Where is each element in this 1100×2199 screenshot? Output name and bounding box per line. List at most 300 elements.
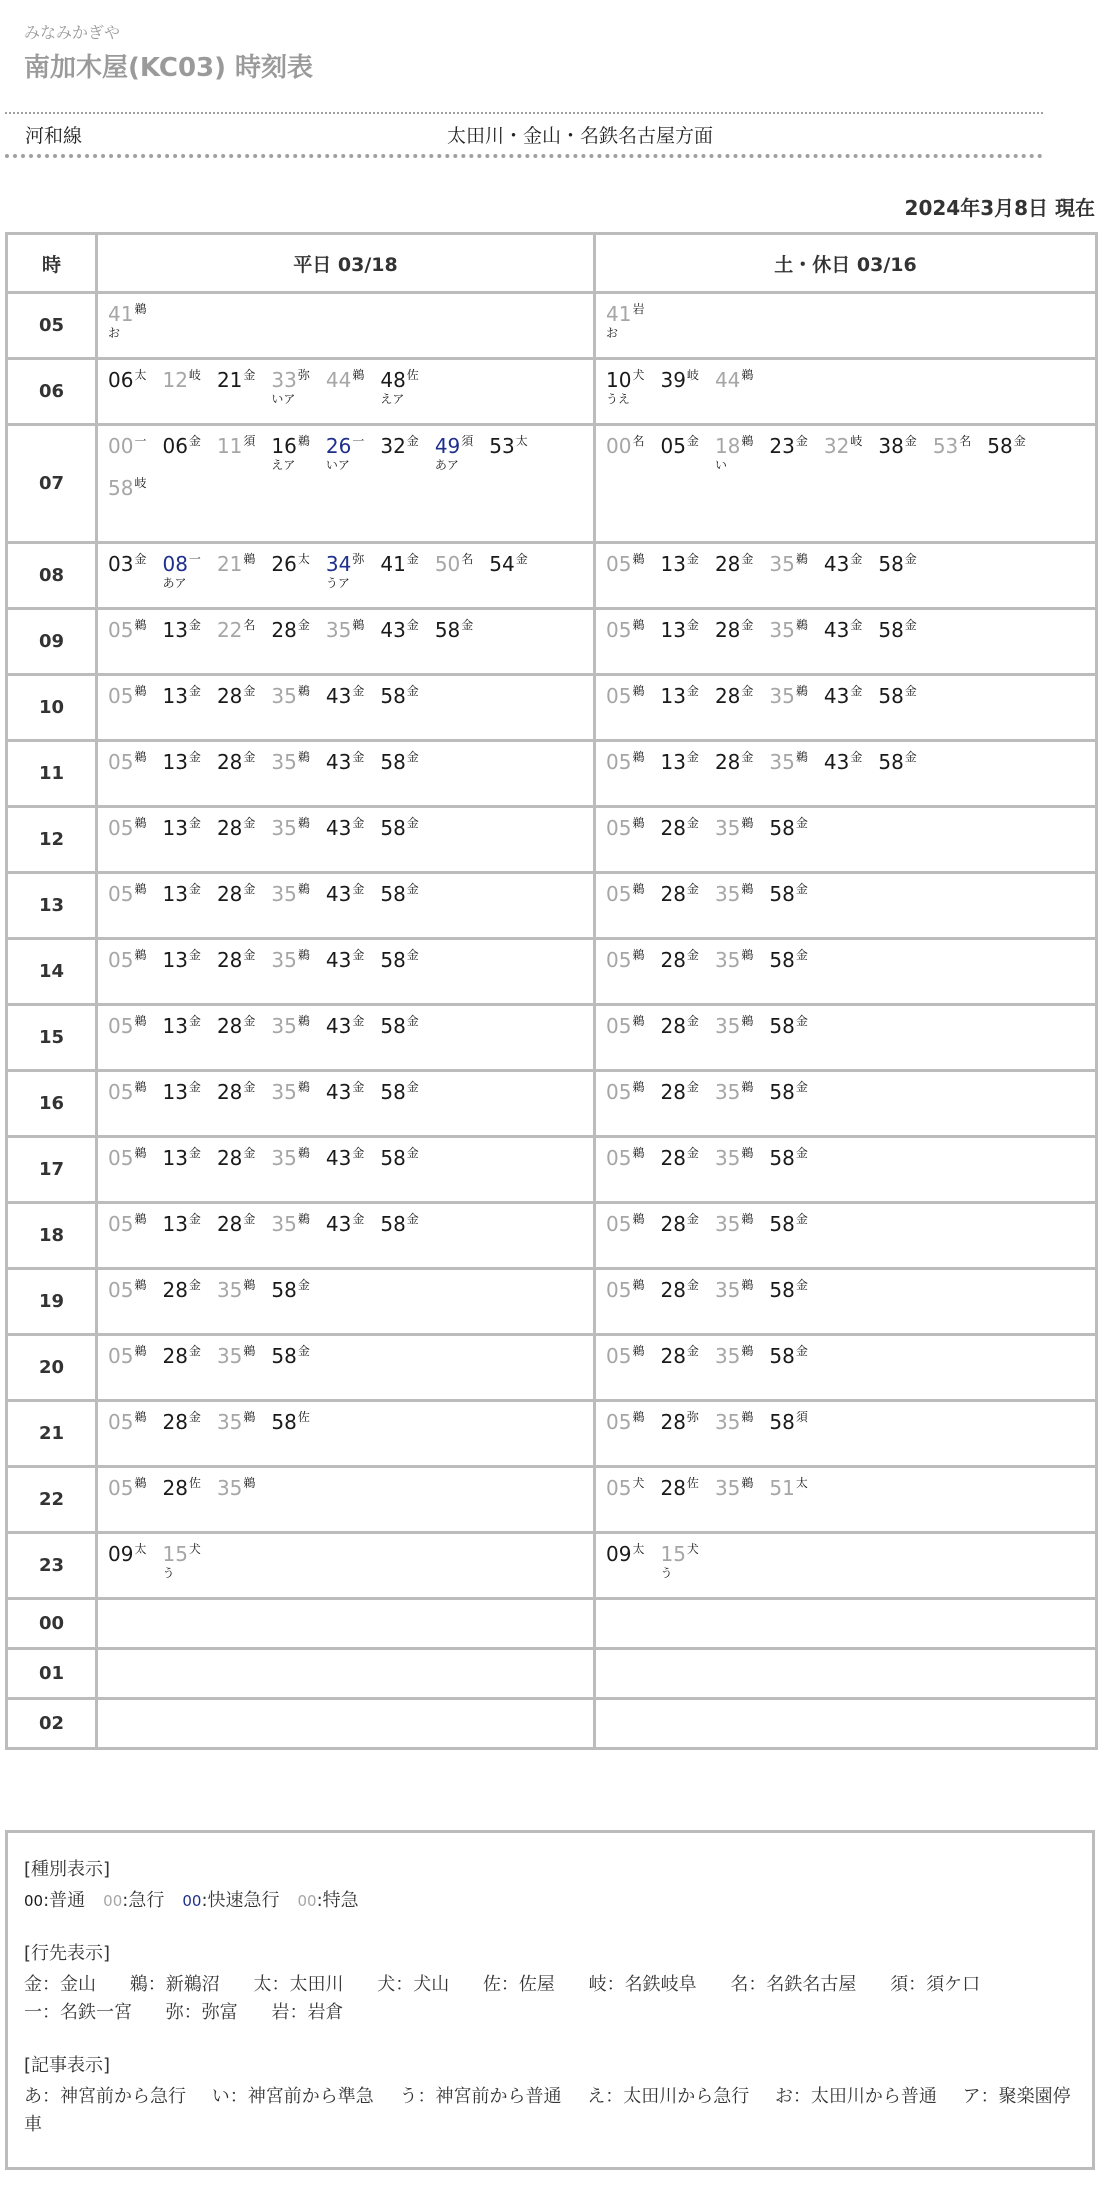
departure[interactable]: [162, 816, 200, 854]
departure[interactable]: [108, 434, 146, 472]
departure[interactable]: [162, 618, 200, 656]
departure[interactable]: [606, 948, 644, 986]
departure[interactable]: [380, 368, 418, 406]
note-legend-item: い：神宮前から準急: [211, 2086, 374, 2107]
kind-sample: 00: [103, 1892, 123, 1910]
departure[interactable]: [769, 552, 807, 590]
departure-time: [380, 1146, 418, 1170]
departure[interactable]: [606, 750, 644, 788]
destination-mark: 佐: [406, 368, 419, 382]
departure[interactable]: [715, 1212, 753, 1250]
departure[interactable]: [715, 750, 753, 788]
departure[interactable]: [769, 1080, 807, 1118]
departure-minute: 58: [380, 1212, 406, 1236]
departure[interactable]: [606, 1410, 644, 1448]
departure[interactable]: [217, 816, 255, 854]
departure[interactable]: [271, 1278, 309, 1316]
departure[interactable]: [271, 684, 309, 722]
note-mark: [162, 392, 200, 406]
departure[interactable]: [108, 948, 146, 986]
departure[interactable]: [606, 552, 644, 590]
departure[interactable]: [660, 1278, 698, 1316]
departure[interactable]: [878, 434, 916, 472]
destination-mark: 金: [188, 1278, 201, 1292]
destination-mark: 金: [795, 1014, 808, 1028]
hour-row: [7, 1467, 1097, 1533]
departure[interactable]: [769, 1212, 807, 1250]
station-header: [24, 20, 313, 84]
departure[interactable]: [715, 1014, 753, 1052]
departure[interactable]: [380, 618, 418, 656]
departure[interactable]: [326, 684, 364, 722]
departure[interactable]: [162, 1146, 200, 1184]
departure[interactable]: [326, 882, 364, 920]
departure-minute: 28: [162, 1344, 188, 1368]
departure[interactable]: [660, 882, 698, 920]
departure[interactable]: [271, 1146, 309, 1184]
destination-mark: 一: [352, 434, 365, 448]
departure[interactable]: [326, 816, 364, 854]
departure[interactable]: [715, 552, 753, 590]
departure[interactable]: [715, 368, 753, 406]
departure[interactable]: [217, 434, 255, 472]
note-mark: [380, 840, 418, 854]
hour-row: [7, 1401, 1097, 1467]
departure[interactable]: [660, 1410, 698, 1448]
departure[interactable]: [271, 1080, 309, 1118]
departure[interactable]: [217, 368, 255, 406]
destination-mark: 鵜: [243, 1344, 256, 1358]
departure-time: [606, 1476, 644, 1500]
departure[interactable]: [435, 618, 473, 656]
note-mark: [162, 1236, 200, 1250]
note-mark: [606, 906, 644, 920]
destination-mark: 鵜: [741, 1344, 754, 1358]
departure[interactable]: [108, 368, 146, 406]
departure[interactable]: [606, 1278, 644, 1316]
departure[interactable]: [271, 552, 309, 590]
hour-cell: 23: [7, 1533, 97, 1599]
departure[interactable]: [660, 948, 698, 986]
departure[interactable]: [108, 684, 146, 722]
departure[interactable]: [769, 618, 807, 656]
departure-time: [660, 882, 698, 906]
departure[interactable]: [660, 1080, 698, 1118]
hour-cell: 16: [7, 1071, 97, 1137]
departure[interactable]: [606, 1476, 644, 1514]
departure[interactable]: [108, 476, 146, 514]
departure[interactable]: [217, 1146, 255, 1184]
departure[interactable]: [271, 882, 309, 920]
departure-minute: 35: [769, 552, 795, 576]
departure[interactable]: [606, 1014, 644, 1052]
departure[interactable]: [606, 684, 644, 722]
destination-mark: 鵜: [243, 1410, 256, 1424]
destination-mark: 金: [741, 618, 754, 632]
departure[interactable]: [162, 1080, 200, 1118]
departure[interactable]: [606, 1146, 644, 1184]
departure[interactable]: [217, 948, 255, 986]
departure[interactable]: [162, 1542, 200, 1580]
departure[interactable]: [824, 750, 862, 788]
departure[interactable]: [108, 1014, 146, 1052]
departure[interactable]: [606, 618, 644, 656]
departure[interactable]: [326, 1014, 364, 1052]
departure[interactable]: [108, 882, 146, 920]
note-mark: [987, 458, 1025, 472]
departure-minute: 35: [714, 1014, 741, 1038]
note-mark: [108, 1302, 146, 1316]
weekday-departures: [97, 675, 595, 741]
departure[interactable]: [489, 434, 527, 472]
departure[interactable]: [715, 1410, 753, 1448]
departure[interactable]: [715, 1344, 753, 1382]
destination-mark: 鵜: [795, 684, 808, 698]
departure[interactable]: [660, 750, 698, 788]
departure[interactable]: [715, 1278, 753, 1316]
departure[interactable]: [108, 618, 146, 656]
holiday-departures: [595, 1699, 1097, 1749]
departure-minute: 35: [271, 882, 297, 906]
departure[interactable]: [660, 368, 698, 406]
departure[interactable]: [271, 1410, 309, 1448]
departure[interactable]: [162, 882, 200, 920]
destination-mark: 鵜: [741, 1080, 754, 1094]
departure[interactable]: [162, 948, 200, 986]
departure-time: [606, 948, 644, 972]
hour-cell: 05: [7, 293, 97, 359]
departure[interactable]: [769, 1344, 807, 1382]
departure-time: [380, 882, 418, 906]
departure[interactable]: [380, 816, 418, 854]
departure-time: [715, 552, 753, 576]
departure[interactable]: [108, 552, 146, 590]
departure[interactable]: [824, 684, 862, 722]
note-mark: [108, 906, 146, 920]
departure[interactable]: [162, 1278, 200, 1316]
note-mark: [326, 1038, 364, 1052]
departure[interactable]: [769, 882, 807, 920]
departure-time: [162, 1410, 200, 1434]
departure-minute: 35: [271, 1014, 297, 1038]
departure[interactable]: [660, 1542, 698, 1580]
departure[interactable]: [660, 1476, 698, 1514]
departure[interactable]: [878, 618, 916, 656]
departure[interactable]: [162, 1344, 200, 1382]
departure[interactable]: [271, 618, 309, 656]
note-mark: [326, 392, 364, 406]
departure[interactable]: [660, 1344, 698, 1382]
departure[interactable]: [380, 434, 418, 472]
departure[interactable]: [326, 1146, 364, 1184]
departure[interactable]: [606, 1542, 644, 1580]
note-mark: [162, 774, 200, 788]
departure[interactable]: [162, 434, 200, 472]
departure-time: [108, 618, 146, 642]
destination-legend-row: [24, 1971, 1076, 2027]
departure[interactable]: [435, 434, 473, 472]
departure[interactable]: [660, 552, 698, 590]
departure[interactable]: [217, 552, 255, 590]
departure-minute: 05: [108, 1014, 134, 1038]
departure[interactable]: [326, 750, 364, 788]
departure[interactable]: [606, 368, 644, 406]
departure[interactable]: [326, 948, 364, 986]
departure[interactable]: [271, 816, 309, 854]
departure[interactable]: [108, 1080, 146, 1118]
departure[interactable]: [326, 618, 364, 656]
departure-time: [489, 552, 527, 576]
departure[interactable]: [606, 434, 644, 472]
departure[interactable]: [162, 1476, 200, 1514]
departure[interactable]: [715, 816, 753, 854]
departure-time: [108, 1344, 146, 1368]
departure-time: [162, 1344, 200, 1368]
departure-time: [769, 434, 807, 458]
departure[interactable]: [380, 948, 418, 986]
destination-mark: 金: [243, 1080, 256, 1094]
departure[interactable]: [769, 750, 807, 788]
departure[interactable]: [162, 684, 200, 722]
departure[interactable]: [878, 552, 916, 590]
departure[interactable]: [715, 618, 753, 656]
departure[interactable]: [217, 1344, 255, 1382]
departure[interactable]: [217, 1278, 255, 1316]
weekday-departures: [97, 807, 595, 873]
departure[interactable]: [380, 1080, 418, 1118]
departure-time: [715, 750, 753, 774]
destination-mark: 金: [1013, 434, 1026, 448]
note-mark: [108, 1500, 146, 1514]
departure[interactable]: [108, 302, 146, 340]
departure[interactable]: [489, 552, 527, 590]
departure[interactable]: [217, 618, 255, 656]
departure[interactable]: [271, 1344, 309, 1382]
departure[interactable]: [769, 434, 807, 472]
destination-mark: 佐: [297, 1410, 310, 1424]
departure[interactable]: [217, 1014, 255, 1052]
departure[interactable]: [660, 1146, 698, 1184]
holiday-departures: [595, 1533, 1097, 1599]
departure[interactable]: [660, 1014, 698, 1052]
departure-minute: 58: [380, 750, 406, 774]
note-legend-title: [記事表示]: [24, 2055, 111, 2076]
departure[interactable]: [108, 750, 146, 788]
timetable-header-row: [7, 234, 1097, 293]
destination-mark: 弥: [297, 368, 310, 382]
departure[interactable]: [769, 1278, 807, 1316]
note-mark: [489, 458, 527, 472]
note-mark: [769, 1434, 807, 1448]
departure[interactable]: [769, 948, 807, 986]
destination-mark: 鵜: [632, 1410, 645, 1424]
weekday-departures: [97, 293, 595, 359]
departure-time: [606, 1014, 644, 1038]
departure[interactable]: [108, 1212, 146, 1250]
departure[interactable]: [271, 434, 309, 472]
departure-time: [108, 1542, 146, 1566]
departure[interactable]: [824, 434, 862, 472]
departure[interactable]: [271, 1014, 309, 1052]
departure[interactable]: [606, 1344, 644, 1382]
departure-minute: 05: [606, 1212, 632, 1236]
departure[interactable]: [660, 618, 698, 656]
destination-mark: 佐: [188, 1476, 201, 1490]
destination-mark: 鵜: [632, 882, 645, 896]
departure[interactable]: [162, 1410, 200, 1448]
departure[interactable]: [715, 434, 753, 472]
departure[interactable]: [162, 552, 200, 590]
hour-cell: 15: [7, 1005, 97, 1071]
departure[interactable]: [769, 684, 807, 722]
departure[interactable]: [878, 750, 916, 788]
departure-minute: 32: [380, 434, 406, 458]
departure-minute: 05: [108, 1344, 134, 1368]
departure-time: [162, 816, 200, 840]
departure[interactable]: [715, 1476, 753, 1514]
departure[interactable]: [715, 882, 753, 920]
departure[interactable]: [380, 1014, 418, 1052]
hour-cell: 10: [7, 675, 97, 741]
departure[interactable]: [769, 1476, 807, 1514]
note-mark: うア: [325, 576, 350, 590]
departure-time: [108, 302, 146, 326]
departure[interactable]: [108, 816, 146, 854]
departure[interactable]: [108, 1410, 146, 1448]
departure[interactable]: [380, 684, 418, 722]
departure[interactable]: [108, 1344, 146, 1382]
destination-mark: 金: [686, 1212, 699, 1226]
destination-mark: 鵜: [632, 1014, 645, 1028]
departure-time: [435, 618, 473, 642]
departure[interactable]: [380, 1146, 418, 1184]
departure-time: [824, 434, 862, 458]
departure-minute: 10: [606, 368, 632, 392]
departure[interactable]: [162, 368, 200, 406]
destination-mark: 金: [406, 1014, 419, 1028]
departure[interactable]: [217, 1410, 255, 1448]
note-mark: [217, 774, 255, 788]
departure[interactable]: [326, 552, 364, 590]
departure[interactable]: [606, 882, 644, 920]
departure-time: [715, 1146, 753, 1170]
departure[interactable]: [715, 1080, 753, 1118]
hour-cell: 02: [7, 1699, 97, 1749]
departure[interactable]: [769, 1146, 807, 1184]
departure[interactable]: [606, 1080, 644, 1118]
note-mark: [217, 906, 255, 920]
departure[interactable]: [108, 1476, 146, 1514]
departure[interactable]: [435, 552, 473, 590]
departure[interactable]: [108, 1146, 146, 1184]
departure-time: [380, 1014, 418, 1038]
departure[interactable]: [715, 1146, 753, 1184]
destination-mark: 犬: [632, 1476, 645, 1490]
departure[interactable]: [217, 684, 255, 722]
departure[interactable]: [271, 368, 309, 406]
departure[interactable]: [606, 816, 644, 854]
departure[interactable]: [162, 750, 200, 788]
departure-time: [217, 552, 255, 576]
departure-minute: 43: [823, 552, 850, 576]
departure[interactable]: [380, 1212, 418, 1250]
departure[interactable]: [769, 816, 807, 854]
destination-mark: 太: [297, 552, 310, 566]
departure[interactable]: [606, 1212, 644, 1250]
departure[interactable]: [769, 1014, 807, 1052]
note-mark: [217, 840, 255, 854]
hour-row: [7, 807, 1097, 873]
departure[interactable]: [271, 1212, 309, 1250]
destination-mark: 金: [850, 552, 863, 566]
departure[interactable]: [326, 434, 364, 472]
departure[interactable]: [715, 684, 753, 722]
departure-time: [380, 948, 418, 972]
departure[interactable]: [824, 552, 862, 590]
departure[interactable]: [162, 1014, 200, 1052]
departure[interactable]: [987, 434, 1025, 472]
departure[interactable]: [162, 1212, 200, 1250]
departure[interactable]: [217, 750, 255, 788]
hour-row: [7, 1533, 1097, 1599]
departure[interactable]: [217, 1476, 255, 1514]
departure[interactable]: [217, 1212, 255, 1250]
departure[interactable]: [108, 1278, 146, 1316]
departure[interactable]: [878, 684, 916, 722]
departure[interactable]: [769, 1410, 807, 1448]
departure-minute: 28: [216, 1212, 243, 1236]
departure[interactable]: [271, 750, 309, 788]
departure[interactable]: [933, 434, 971, 472]
note-mark: [769, 576, 807, 590]
departure[interactable]: [660, 434, 698, 472]
departure-time: [271, 552, 309, 576]
hour-row: [7, 939, 1097, 1005]
destination-mark: 鵜: [632, 1212, 645, 1226]
departure[interactable]: [108, 1542, 146, 1580]
departure[interactable]: [271, 948, 309, 986]
departure[interactable]: [660, 1212, 698, 1250]
departure[interactable]: [824, 618, 862, 656]
departure[interactable]: [326, 1080, 364, 1118]
departure[interactable]: [217, 882, 255, 920]
destination-mark: 岐: [850, 434, 863, 448]
note-mark: お: [108, 326, 121, 340]
departure[interactable]: [660, 816, 698, 854]
note-mark: [878, 458, 916, 472]
departure[interactable]: [380, 882, 418, 920]
note-mark: [326, 906, 364, 920]
departure[interactable]: [326, 368, 364, 406]
departure[interactable]: [380, 552, 418, 590]
note-mark: [217, 708, 255, 722]
departure[interactable]: [715, 948, 753, 986]
departure[interactable]: [217, 1080, 255, 1118]
departure-time: [326, 552, 364, 576]
departure[interactable]: [606, 302, 644, 340]
hour-row: [7, 1137, 1097, 1203]
destination-mark: 岩: [632, 302, 645, 316]
departure[interactable]: [660, 684, 698, 722]
departure-time: [162, 1476, 200, 1500]
departure[interactable]: [380, 750, 418, 788]
departure-time: [326, 684, 364, 708]
note-mark: [769, 1038, 807, 1052]
departure-time: [326, 948, 364, 972]
departure[interactable]: [326, 1212, 364, 1250]
departure-time: [271, 1410, 309, 1434]
departure-time: [380, 684, 418, 708]
